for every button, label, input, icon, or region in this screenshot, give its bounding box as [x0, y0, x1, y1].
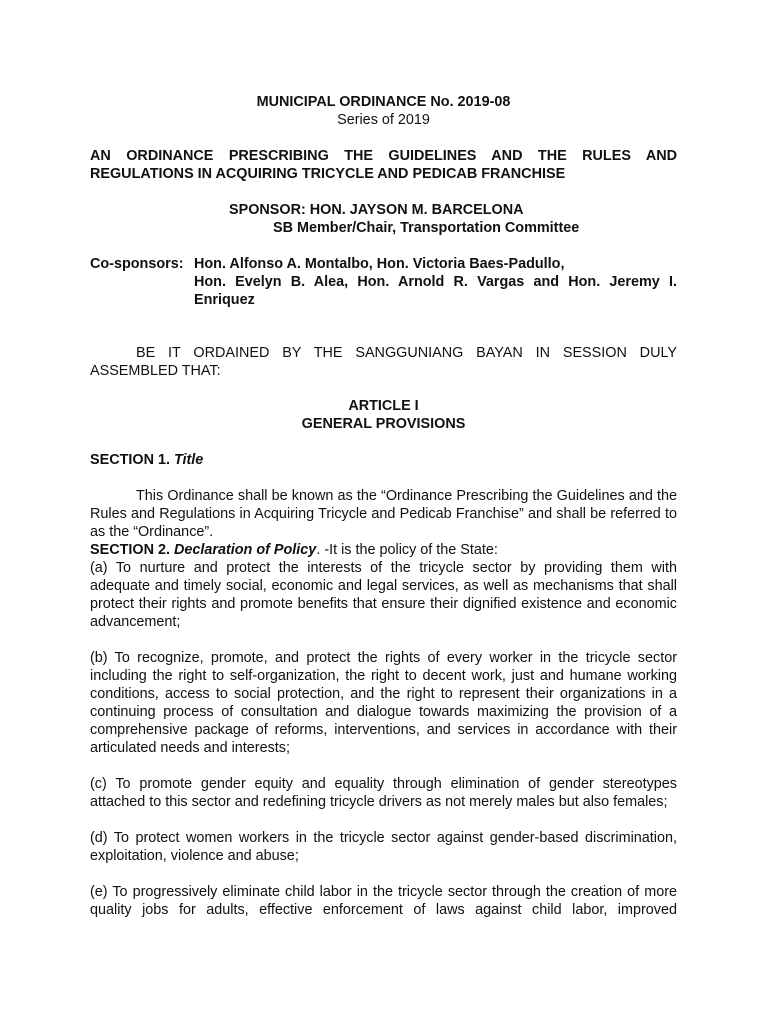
article-number: ARTICLE I [348, 398, 419, 414]
policy-item-e: (e) To progressively eliminate child labor in the tricycle sector through the creation of more quality jobs for adults, effective enforcement of laws against child labor, improved [90, 884, 677, 918]
enacting-clause: BE IT ORDAINED BY THE SANGGUNIANG BAYAN IN SESSION DULY ASSEMBLED THAT: [90, 345, 677, 379]
section1-body: This Ordinance shall be known as the “Ordinance Prescribing the Guidelines and the Rules and Regulations in Acquiring Tricycle and Pedicab Franchise” and shall be referred to as the “Ordinance”. [90, 488, 677, 540]
section2-heading [90, 541, 677, 559]
sponsor-role: SB Member/Chair, Transportation Committee [273, 220, 580, 236]
article-name: GENERAL PROVISIONS [301, 416, 466, 432]
sponsor-name: SPONSOR: HON. JAYSON M. BARCELONA [229, 202, 524, 218]
policy-item-a: (a) To nurture and protect the interests of the tricycle sector by providing them with adequate and timely social, economic and legal services, as well as mechanisms that shall protect their rights and promote benefits that ensure their dignified existence and economic advancement; [90, 560, 677, 630]
cosponsors-line: Hon. Evelyn B. Alea, Hon. Arnold R. Vargas and Hon. Jeremy I. [194, 274, 677, 290]
section2-intro: . -It is the policy of the State: [316, 542, 498, 558]
policy-item-b: (b) To recognize, promote, and protect the rights of every worker in the tricycle sector including the right to self-organization, the right to decent work, just and humane working conditions, access to social protection, and the right to represent their organizations in a continuing process of consultation and dialogue towards maximizing the provision of a comprehensive package of reforms, interventions, and services in accordance with their articulated needs and interests; [90, 650, 677, 756]
cosponsors-line: Hon. Alfonso A. Montalbo, Hon. Victoria Baes-Padullo, [194, 256, 565, 272]
cosponsors-line: Enriquez [194, 292, 255, 308]
section2-label: SECTION 2. [90, 542, 170, 558]
ordinance-series: Series of 2019 [337, 112, 430, 128]
ordinance-number: MUNICIPAL ORDINANCE No. 2019-08 [256, 94, 511, 110]
cosponsors-label: Co-sponsors: [90, 256, 184, 272]
section1-heading [90, 451, 677, 469]
ordinance-title: AN ORDINANCE PRESCRIBING THE GUIDELINES AND THE RULES AND REGULATIONS IN ACQUIRING TRICYCLE AND PEDICAB FRANCHISE [90, 148, 677, 182]
policy-item-c: (c) To promote gender equity and equality through elimination of gender stereotypes attached to this sector and redefining tricycle drivers as not merely males but also females; [90, 776, 677, 810]
section2-title: Declaration of Policy [173, 542, 317, 558]
cosponsors-list [194, 255, 677, 309]
policy-item-d: (d) To protect women workers in the tricycle sector against gender-based discrimination, exploitation, violence and abuse; [90, 830, 677, 864]
section1-title: Title [173, 452, 204, 468]
section1-label: SECTION 1. [90, 452, 170, 468]
